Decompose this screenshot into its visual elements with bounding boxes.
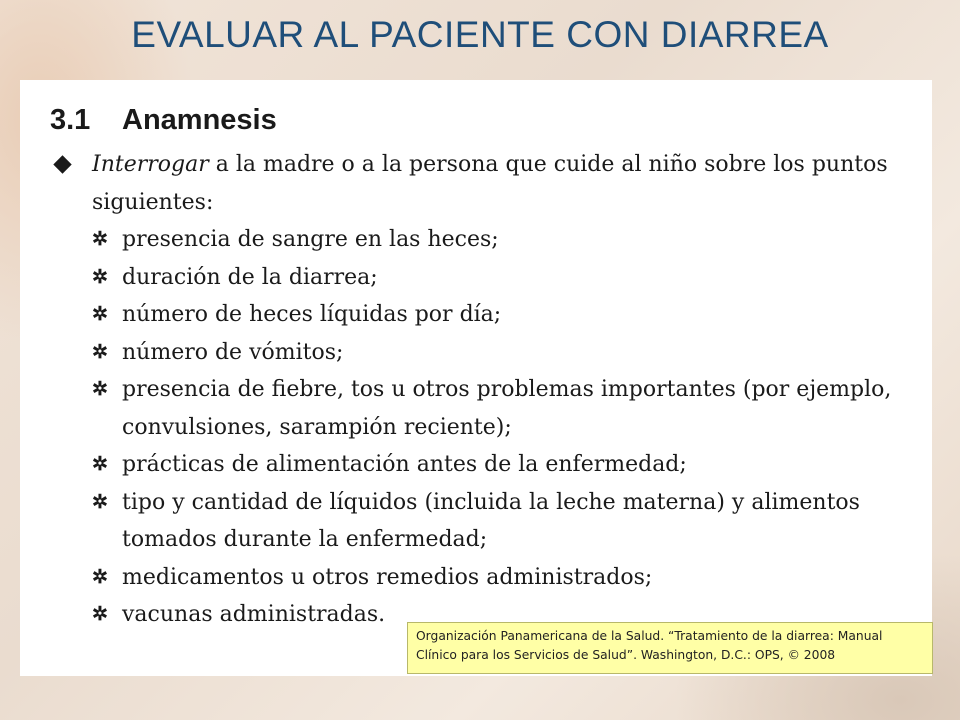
- diamond-bullet-icon: [50, 146, 92, 171]
- asterisk-bullet-icon: ✲: [92, 453, 108, 475]
- intro-line-2: siguientes:: [92, 189, 214, 215]
- asterisk-bullet-icon: ✲: [92, 303, 108, 325]
- intro-line-1-rest: a la madre o a la persona que cuide al niño sobre los puntos: [208, 152, 888, 177]
- intro-emphasis: Interrogar: [92, 152, 209, 177]
- list-item: [92, 371, 920, 446]
- section-heading: [50, 104, 277, 137]
- intro-line-1: [92, 146, 920, 184]
- citation-note: [407, 622, 933, 674]
- asterisk-bullet-icon: ✲: [92, 265, 108, 288]
- asterisk-bullet-icon: ✲: [92, 603, 108, 625]
- list-item-text: medicamentos u otros remedios administrados;: [122, 564, 653, 590]
- list-item-text: convulsiones, sarampión reciente);: [122, 414, 512, 440]
- list-item: [92, 334, 920, 372]
- citation-line-2: Clínico para los Servicios de Salud”. Washington, D.C.: OPS, © 2008: [416, 648, 836, 662]
- intro-paragraph: [50, 146, 920, 221]
- asterisk-bullet-icon: ✲: [92, 565, 108, 588]
- section-title: Anamnesis: [122, 104, 277, 136]
- list-item-text: tipo y cantidad de líquidos (incluida la leche materna) y alimentos: [122, 489, 860, 515]
- list-item-text: presencia de sangre en las heces;: [122, 227, 499, 252]
- list-item-text: duración de la diarrea;: [122, 264, 378, 290]
- list-item: [92, 484, 920, 559]
- list-item-text: tomados durante la enfermedad;: [122, 527, 488, 552]
- section-number: 3.1: [50, 104, 91, 136]
- asterisk-bullet-icon: ✲: [92, 378, 108, 400]
- list-item-text: vacunas administradas.: [122, 602, 386, 627]
- list-item-text: prácticas de alimentación antes de la enfermedad;: [122, 452, 687, 477]
- asterisk-bullet-icon: ✲: [92, 490, 108, 513]
- slide-title: EVALUAR AL PACIENTE CON DIARREA: [131, 14, 829, 55]
- list-item: [92, 221, 920, 259]
- document-image: [20, 80, 932, 676]
- document-content: [50, 146, 920, 634]
- asterisk-bullet-icon: ✲: [92, 228, 108, 250]
- list-item: [92, 446, 920, 484]
- list-item-text: presencia de fiebre, tos u otros problemas importantes (por ejemplo,: [122, 377, 892, 402]
- list-item-text: número de vómitos;: [122, 339, 344, 365]
- asterisk-bullet-icon: ✲: [92, 340, 108, 363]
- list-item: [92, 259, 920, 297]
- question-list: [92, 221, 920, 634]
- citation-line-1: Organización Panamericana de la Salud. “Tratamiento de la diarrea: Manual: [416, 629, 883, 643]
- list-item: [92, 296, 920, 334]
- list-item: [92, 559, 920, 597]
- list-item-text: número de heces líquidas por día;: [122, 302, 502, 327]
